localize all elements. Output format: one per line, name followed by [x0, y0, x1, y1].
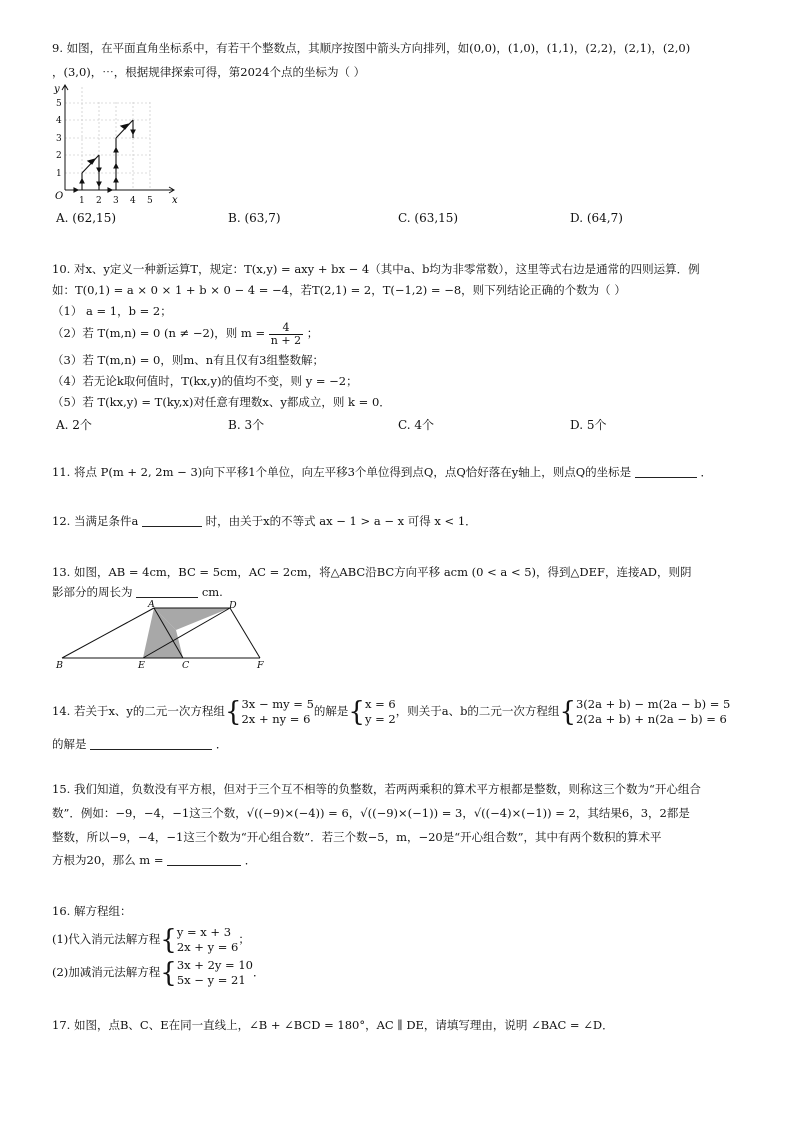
q9-option-a[interactable]: A. (62,15) [56, 211, 117, 225]
q10-option-d[interactable]: D. 5个 [570, 418, 607, 432]
q13-line2 [52, 585, 223, 599]
q11-text: 11. 将点 P(m + 2, 2m − 3)向下平移1个单位，向左平移3个单位得到点Q，点Q恰好落在y轴上，则点Q的坐标是 [52, 465, 632, 479]
q13-line2-prefix: 影部分的周长为 [52, 585, 133, 599]
q16-p1-brace: { [160, 924, 177, 956]
q12-prefix: 12. 当满足条件a [52, 514, 139, 528]
q15-line4 [52, 853, 256, 867]
q14-brace-2: { [348, 696, 365, 728]
q15-line3: 整数，所以−9，−4，−1这三个数为“开心组合数”．若三个数−5，m，−20是“开心组合数”，其中有两个数积的算术平 [52, 830, 662, 844]
q17-text: 17. 如图，点B、C、E在同一直线上，∠B + ∠BCD = 180°，AC ∥ DE，请填写理由，说明 ∠BAC = ∠D． [52, 1018, 614, 1032]
q9-line1: 9. 如图，在平面直角坐标系中，有若干个整数点，其顺序按图中箭头方向排列，如(0,0)，(1,0)，(1,1)，(2,2)，(2,1)，(2,0) [52, 41, 691, 55]
q10-line2: 如：T(0,1) = a × 0 × 1 + b × 0 − 4 = −4，若T(2,1) = 2，T(−1,2) = −8，则下列结论正确的个数为（ ） [52, 283, 626, 297]
q12-line [52, 514, 477, 528]
q16-p2-label: (2)加减消元法解方程 [52, 965, 161, 979]
q12-suffix: 时，由关于x的不等式 ax − 1 > a − x 可得 x < 1． [205, 514, 477, 528]
q15-line4-prefix: 方根为20，那么 m = [52, 853, 164, 867]
q10-statement-3: （3）若 T(m,n) = 0，则m、n有且仅有3组整数解； [52, 353, 324, 367]
q10-s2-numerator: 4 [269, 322, 303, 335]
q13-figure [52, 600, 282, 672]
q14-sys1-eq1: 3x − my = 5 [241, 697, 314, 711]
q9-axes [62, 85, 174, 193]
q10-s2-denominator: n + 2 [270, 333, 302, 347]
q16-title: 16. 解方程组： [52, 904, 132, 918]
q14-system-3 [576, 697, 730, 727]
q10-option-b[interactable]: B. 3个 [228, 418, 265, 432]
q15-line2: 数”．例如：−9，−4，−1这三个数，√((−9)×(−4)) = 6，√((−9)×(−1)) = 3，√((−4)×(−1)) = 2，其结果6，3，2都是 [52, 806, 690, 820]
q16-p2-end: ． [253, 965, 265, 979]
q16-p1-eq2: 2x + y = 6 [176, 940, 239, 954]
q9-x-tick: 5 [147, 196, 153, 206]
q10-s2-suffix: ； [306, 326, 319, 340]
q16-part1 [52, 922, 250, 956]
q9-y-tick: 4 [56, 116, 62, 126]
q9-line2: ，(3,0)，⋯，根据规律探索可得，第2024个点的坐标为（ ） [52, 65, 366, 79]
q14-sys2-eq2: y = 2 [364, 712, 396, 726]
q10-s2-fraction [269, 322, 303, 347]
q16-p1-end: ； [238, 932, 250, 946]
q9-x-tick: 4 [130, 196, 136, 206]
q13-answer-blank[interactable] [136, 585, 198, 598]
q11-end: ． [700, 465, 712, 479]
q15-answer-blank[interactable] [167, 853, 241, 866]
q9-graph [52, 82, 192, 207]
q10-statement-1: （1） a = 1，b = 2； [52, 304, 172, 318]
q14-line2-suffix: ． [215, 737, 228, 751]
q15-line4-suffix: ． [244, 853, 257, 867]
q13-line1: 13. 如图，AB = 4cm，BC = 5cm，AC = 2cm，将△ABC沿BC方向平移 acm (0 < a < 5)，得到△DEF，连接AD，则阴 [52, 565, 692, 579]
q13-label-b: B [56, 660, 63, 671]
q16-p2-eq2: 5x − y = 21 [176, 973, 246, 987]
q9-option-d[interactable]: D. (64,7) [570, 211, 623, 225]
q14-answer-blank[interactable] [90, 737, 212, 750]
q16-p2-brace: { [160, 957, 177, 989]
q9-y-tick: 3 [56, 134, 62, 144]
q9-y-tick: 1 [56, 169, 62, 179]
q16-p2-eq1: 3x + 2y = 10 [176, 958, 253, 972]
q13-label-d: D [229, 600, 237, 611]
q9-option-b[interactable]: B. (63,7) [228, 211, 281, 225]
q14-sys1-eq2: 2x + ny = 6 [241, 712, 311, 726]
q15-line1: 15. 我们知道，负数没有平方根，但对于三个互不相等的负整数，若两两乘积的算术平方根都是整数，则称这三个数为“开心组合 [52, 782, 701, 796]
q10-statement-4: （4）若无论k取何值时，T(kx,y)的值均不变，则 y = −2； [52, 374, 358, 388]
q14-sys3-eq1: 3(2a + b) − m(2a − b) = 5 [575, 697, 731, 711]
q14-line2 [52, 737, 227, 751]
q9-x-tick: 3 [113, 196, 119, 206]
q10-statement-5: （5）若 T(kx,y) = T(ky,x)对任意有理数x、y都成立，则 k = 0． [52, 395, 391, 409]
q11-answer-blank[interactable] [635, 465, 697, 478]
q9-x-axis-label: x [172, 195, 178, 206]
q14-sys2-eq1: x = 6 [364, 697, 396, 711]
q13-label-f: F [257, 660, 264, 671]
q9-origin-label: O [55, 191, 64, 202]
q10-option-c[interactable]: C. 4个 [398, 418, 435, 432]
q13-label-c: C [182, 660, 190, 671]
q13-label-e: E [138, 660, 145, 671]
q13-line2-suffix: cm. [201, 585, 223, 599]
q11-line [52, 465, 712, 479]
q10-line1: 10. 对x、y定义一种新运算T，规定：T(x,y) = axy + bx − 4（其中a、b均为非零常数），这里等式右边是通常的四则运算．例 [52, 262, 700, 276]
q10-s2-prefix: （2）若 T(m,n) = 0 (n ≠ −2)，则 m = [52, 326, 266, 340]
q16-p1-eq1: y = x + 3 [176, 925, 232, 939]
q14-brace-3: { [559, 696, 576, 728]
q14-middle: 的解是 [313, 704, 349, 718]
q9-option-c[interactable]: C. (63,15) [398, 211, 459, 225]
q9-y-tick: 5 [56, 99, 62, 109]
q12-answer-blank[interactable] [142, 514, 202, 527]
q14-sys3-eq2: 2(2a + b) + n(2a − b) = 6 [575, 712, 727, 726]
q14-prefix: 14. 若关于x、y的二元一次方程组 [52, 704, 225, 718]
q9-x-tick: 2 [96, 196, 102, 206]
q16-p2-system [177, 958, 253, 988]
q14-middle2: ，则关于a、b的二元一次方程组 [395, 704, 560, 718]
q9-x-tick: 1 [79, 196, 85, 206]
q9-y-axis-label: y [54, 84, 60, 95]
q14-system-2 [365, 697, 396, 727]
q14-system-1 [241, 697, 313, 727]
q14-line2-prefix: 的解是 [52, 737, 87, 751]
q9-grid [65, 87, 150, 190]
q13-label-a: A [148, 600, 155, 610]
q16-p1-label: (1)代入消元法解方程 [52, 932, 161, 946]
q10-option-a[interactable]: A. 2个 [56, 418, 92, 432]
q14-brace-1: { [224, 696, 242, 728]
q14-line1 [52, 694, 730, 728]
q9-path-arrows [65, 120, 135, 192]
q9-y-tick: 2 [56, 151, 62, 161]
q10-statement-2 [52, 320, 318, 347]
q16-p1-system [177, 925, 239, 955]
q16-part2 [52, 955, 265, 989]
